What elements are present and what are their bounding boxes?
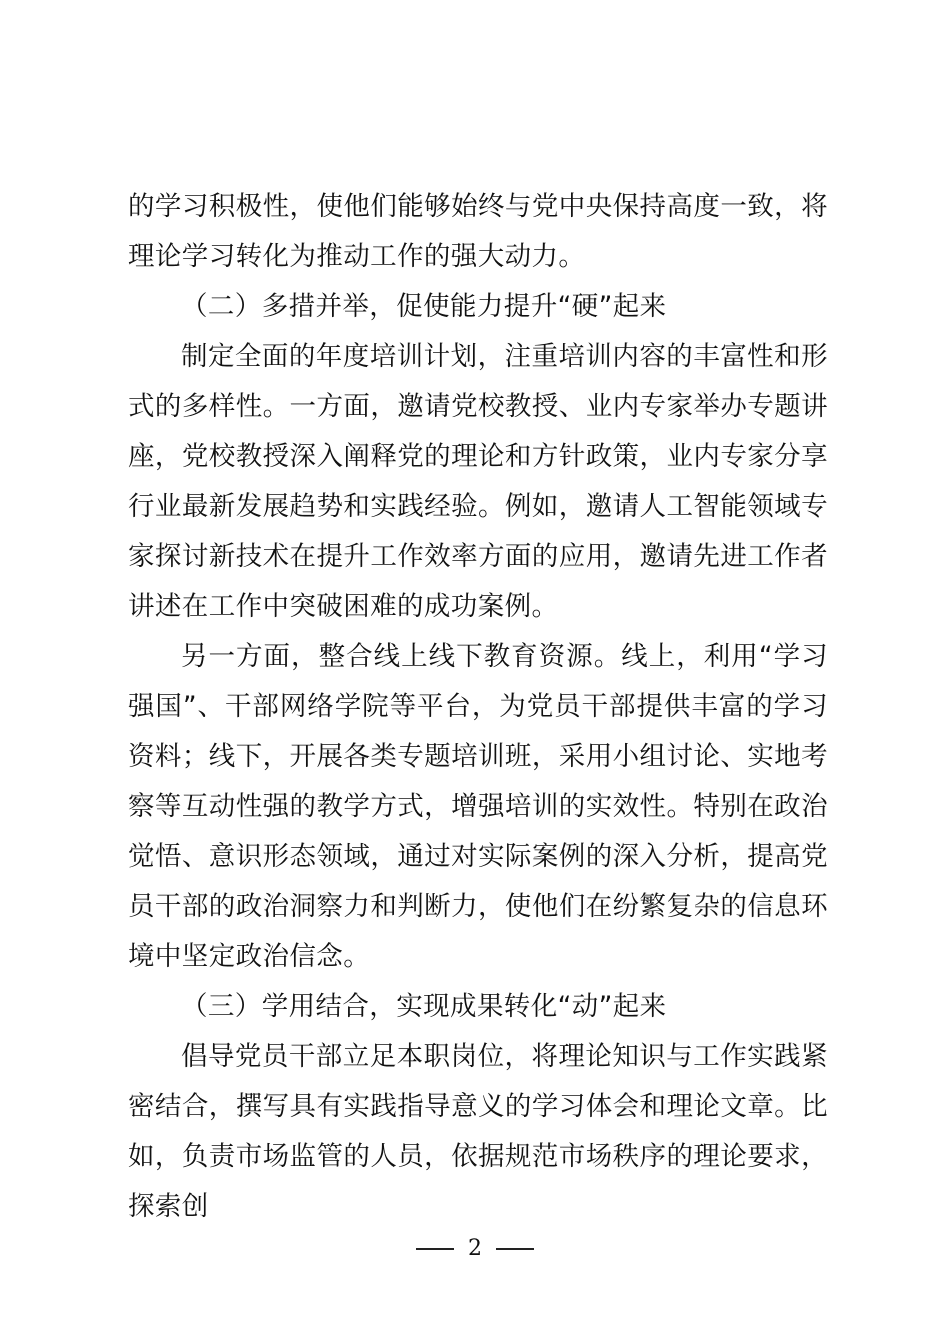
document-body [128, 182, 828, 1232]
paragraph-continuation: 的学习积极性，使他们能够始终与党中央保持高度一致，将理论学习转化为推动工作的强大动力。 [128, 191, 828, 272]
section-heading-three: （三）学用结合，实现成果转化“动”起来 [181, 991, 667, 1022]
footer-dash-right [496, 1248, 534, 1250]
page-number: 2 [468, 1236, 482, 1261]
section-heading-two: （二）多措并举，促使能力提升“硬”起来 [181, 291, 667, 322]
footer-dash-left [416, 1248, 454, 1250]
paragraph-practice: 倡导党员干部立足本职岗位，将理论知识与工作实践紧密结合，撰写具有实践指导意义的学习体会和理论文章。比如，负责市场监管的人员，依据规范市场秩序的理论要求，探索创 [128, 1041, 828, 1222]
page-footer [0, 1236, 950, 1261]
paragraph-online-offline: 另一方面，整合线上线下教育资源。线上，利用“学习强国”、干部网络学院等平台，为党员干部提供丰富的学习资料；线下，开展各类专题培训班，采用小组讨论、实地考察等互动性强的教学方式，增强培训的实效性。特别在政治觉悟、意识形态领域，通过对实际案例的深入分析，提高党员干部的政治洞察力和判断力，使他们在纷繁复杂的信息环境中坚定政治信念。 [128, 641, 828, 972]
paragraph-training-plan: 制定全面的年度培训计划，注重培训内容的丰富性和形式的多样性。一方面，邀请党校教授、业内专家举办专题讲座，党校教授深入阐释党的理论和方针政策，业内专家分享行业最新发展趋势和实践经验。例如，邀请人工智能领域专家探讨新技术在提升工作效率方面的应用，邀请先进工作者讲述在工作中突破困难的成功案例。 [128, 341, 828, 622]
